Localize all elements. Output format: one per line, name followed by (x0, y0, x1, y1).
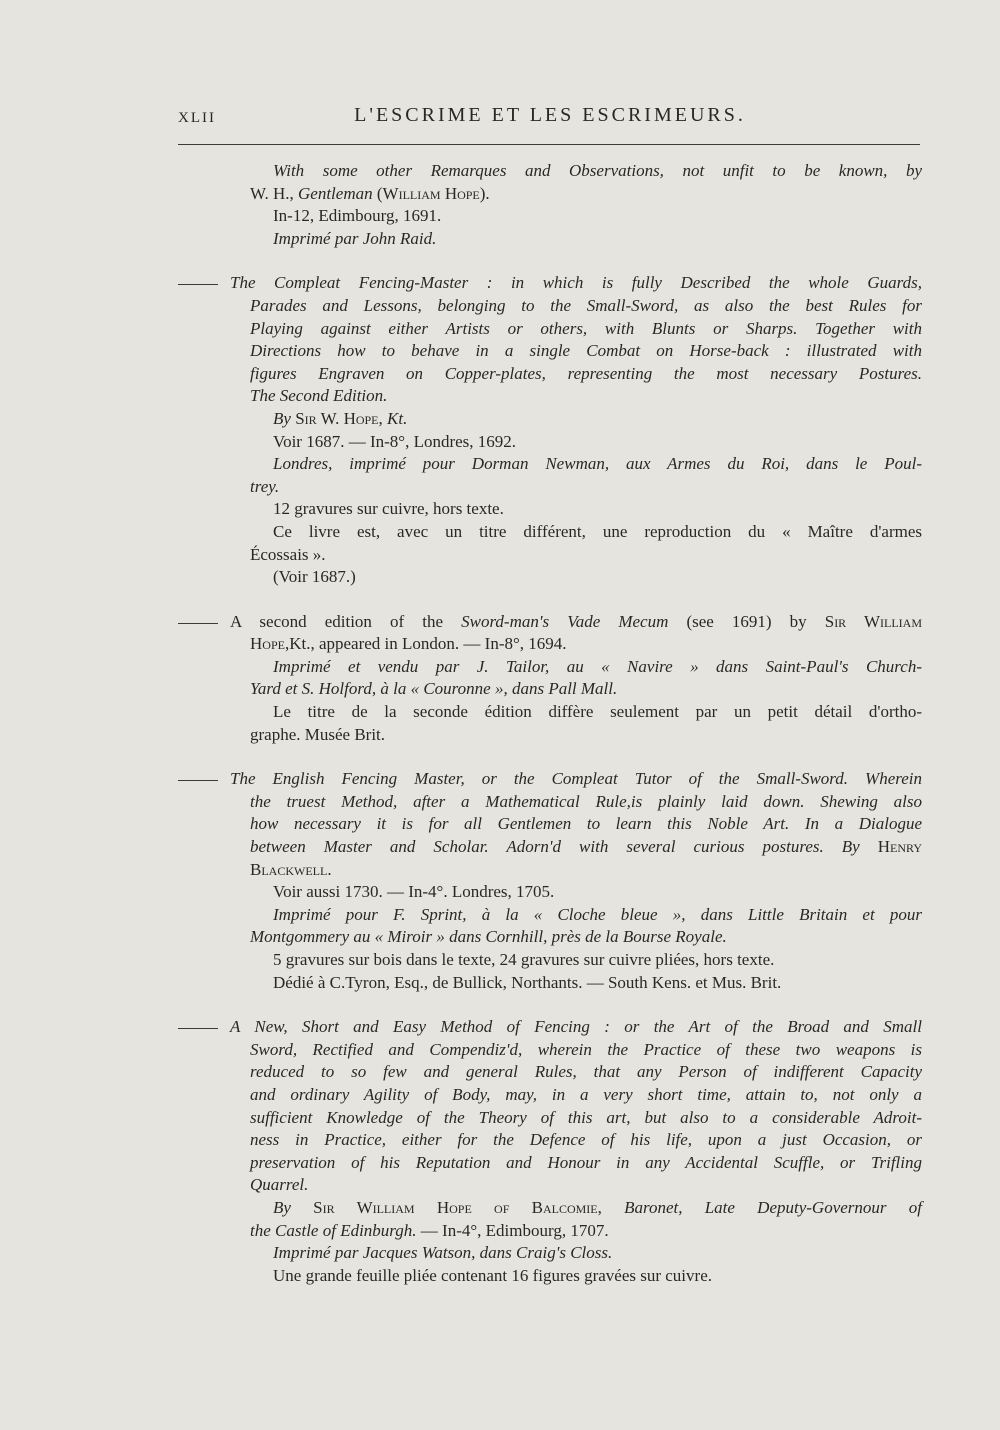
text-segment: Sir W. Hope, (290, 408, 388, 428)
entry-dash (178, 284, 218, 285)
text-segment: Imprimé par Jacques Watson, dans Craig's Closs. (273, 1243, 613, 1263)
text-line (230, 611, 922, 634)
text-line (250, 476, 922, 499)
entry-dash (178, 1028, 218, 1029)
entry-dash (178, 623, 218, 624)
text-segment: how necessary it is for all Gentlemen to learn this Noble Art. In a Dialogue (250, 814, 922, 834)
text-segment: figures Engraven on Copper-plates, representing the most necessary Postures. (250, 363, 922, 383)
text-segment: Baronet, Late Deputy-Governour of (624, 1197, 922, 1217)
text-line (250, 724, 922, 747)
text-segment: Yard et S. Holford, à la « Couronne », dans Pall Mall. (250, 679, 618, 699)
text-line (250, 1107, 922, 1130)
text-segment: Montgommery au « Miroir » dans Cornhill, près de la Bourse Royale. (250, 927, 727, 947)
text-segment: ,Kt., appeared in London. — In-8°, 1694. (284, 634, 567, 654)
text-line (273, 1242, 922, 1265)
text-segment: By (273, 408, 291, 428)
text-segment: Écossais ». (250, 544, 326, 564)
text-segment: William Hope (382, 183, 480, 203)
text-line (250, 1129, 922, 1152)
text-line (273, 521, 922, 544)
text-segment: the Castle of Edinburgh. (250, 1220, 417, 1240)
text-segment: the truest Method, after a Mathematical Rule,is plainly laid down. Shewing also (250, 791, 922, 811)
text-line (273, 431, 922, 454)
text-line (250, 1039, 922, 1062)
text-line (250, 1220, 922, 1243)
text-line (273, 160, 922, 183)
running-head (0, 104, 1000, 134)
text-line (273, 408, 922, 431)
text-segment: ness in Practice, either for the Defence of his life, upon a just Occasion, or (250, 1130, 922, 1150)
text-segment: (Voir 1687.) (273, 567, 356, 587)
text-segment: and ordinary Agility of Body, may, in a very short time, attain to, not only a (250, 1084, 922, 1104)
text-segment: ). (479, 183, 490, 203)
text-line (250, 1152, 922, 1175)
text-line (250, 836, 922, 859)
text-line (250, 1061, 922, 1084)
text-line (250, 340, 922, 363)
text-line (273, 566, 922, 589)
text-segment: (see 1691) by (668, 611, 825, 631)
text-line (230, 1016, 922, 1039)
text-segment: Gentleman (298, 183, 373, 203)
text-segment: Une grande feuille pliée contenant 16 figures gravées sur cuivre. (273, 1265, 712, 1285)
text-line (250, 318, 922, 341)
text-segment: Dédié à C.Tyron, Esq., de Bullick, Northants. — South Kens. et Mus. Brit. (273, 972, 782, 992)
text-segment: The Second Edition. (250, 386, 388, 406)
text-line (250, 363, 922, 386)
text-segment: By (273, 1197, 291, 1217)
entry-dash (178, 780, 218, 781)
text-line (273, 904, 922, 927)
text-segment: — In-4°, Edimbourg, 1707. (416, 1220, 609, 1240)
text-segment: Kt. (387, 408, 408, 428)
text-line (273, 881, 922, 904)
text-line (250, 859, 922, 882)
text-line (230, 768, 922, 791)
text-segment: Ce livre est, avec un titre différent, une reproduction du « Maître d'armes (273, 521, 922, 541)
text-line (250, 926, 922, 949)
text-line (273, 498, 922, 521)
text-line (273, 453, 922, 476)
text-segment: In-12, Edimbourg, 1691. (273, 206, 442, 226)
text-segment: Le titre de la seconde édition diffère seulement par un petit détail d'ortho- (273, 702, 922, 722)
bibliography-entry (0, 1016, 1000, 1287)
text-line (273, 949, 922, 972)
text-segment: Hope (250, 634, 285, 654)
bibliography-entry (0, 160, 1000, 250)
text-line (273, 1197, 922, 1220)
text-segment: Sword, Rectified and Compendiz'd, wherein the Practice of these two weapons is (250, 1039, 922, 1059)
text-segment: Imprimé pour F. Sprint, à la « Cloche bleue », dans Little Britain et pour (273, 904, 922, 924)
bibliography-entry (0, 768, 1000, 994)
text-segment: Quarrel. (250, 1175, 309, 1195)
text-line (250, 678, 922, 701)
header-rule (178, 144, 920, 145)
text-segment: Sir William Hope of Balcomie, (290, 1197, 625, 1217)
bibliography-entry (0, 611, 1000, 747)
text-line (250, 633, 922, 656)
page-number: XLII (178, 110, 216, 126)
text-line (230, 272, 922, 295)
text-segment: A second edition of the (230, 611, 462, 631)
text-line (273, 228, 922, 251)
text-segment: ( (372, 183, 383, 203)
text-segment: Imprimé et vendu par J. Tailor, au « Navire » dans Saint-Paul's Church- (273, 656, 922, 676)
text-line (250, 183, 922, 206)
text-segment: The Compleat Fencing-Master : in which is fully Described the whole Guards, (230, 273, 922, 293)
text-segment: Imprimé par John Raid. (273, 228, 437, 248)
text-segment: Playing against either Artists or others, with Blunts or Sharps. Together with (250, 318, 922, 338)
text-line (273, 1265, 922, 1288)
text-segment: Blackwell. (250, 859, 332, 879)
text-line (273, 972, 922, 995)
text-segment: Henry (877, 837, 922, 857)
text-segment: The English Fencing Master, or the Compleat Tutor of the Small-Sword. Wherein (230, 769, 922, 789)
text-segment: Londres, imprimé pour Dorman Newman, aux Armes du Roi, dans le Poul- (273, 454, 922, 474)
text-line (250, 791, 922, 814)
text-segment: trey. (250, 476, 280, 496)
text-segment: Voir 1687. — In-8°, Londres, 1692. (273, 431, 517, 451)
text-segment: reduced to so few and general Rules, that any Person of indifferent Capacity (250, 1062, 922, 1082)
text-segment: Parades and Lessons, belonging to the Small-Sword, as also the best Rules for (250, 295, 922, 315)
text-line (273, 701, 922, 724)
text-line (250, 295, 922, 318)
text-segment: 5 gravures sur bois dans le texte, 24 gravures sur cuivre pliées, hors texte. (273, 950, 775, 969)
running-title: L'ESCRIME ET LES ESCRIMEURS. (354, 104, 746, 126)
text-segment: Voir aussi 1730. — In-4°. Londres, 1705. (273, 882, 555, 902)
text-segment: A New, Short and Easy Method of Fencing : or the Art of the Broad and Small (230, 1017, 922, 1037)
text-line (273, 656, 922, 679)
text-line (250, 385, 922, 408)
bibliography-entries (0, 160, 1000, 1309)
text-segment: graphe. Musée Brit. (250, 724, 386, 744)
text-segment: 12 gravures sur cuivre, hors texte. (273, 499, 504, 519)
text-segment: Sword-man's Vade Mecum (461, 611, 669, 631)
text-line (250, 544, 922, 567)
bibliography-entry (0, 272, 1000, 588)
text-segment: between Master and Scholar. Adorn'd with several curious postures. By (250, 837, 878, 857)
text-segment: W. H., (250, 183, 299, 203)
text-segment: Sir William (824, 611, 922, 631)
text-segment: sufficient Knowledge of the Theory of this art, but also to a considerable Adroit- (250, 1107, 922, 1127)
text-segment: Directions how to behave in a single Combat on Horse-back : illustrated with (250, 341, 922, 361)
text-line (250, 813, 922, 836)
text-segment: With some other Remarques and Observations, not unfit to be known, by (273, 161, 922, 180)
text-line (273, 205, 922, 228)
text-line (250, 1084, 922, 1107)
text-segment: preservation of his Reputation and Honour in any Accidental Scuffle, or Trifling (250, 1152, 922, 1172)
text-line (250, 1174, 922, 1197)
